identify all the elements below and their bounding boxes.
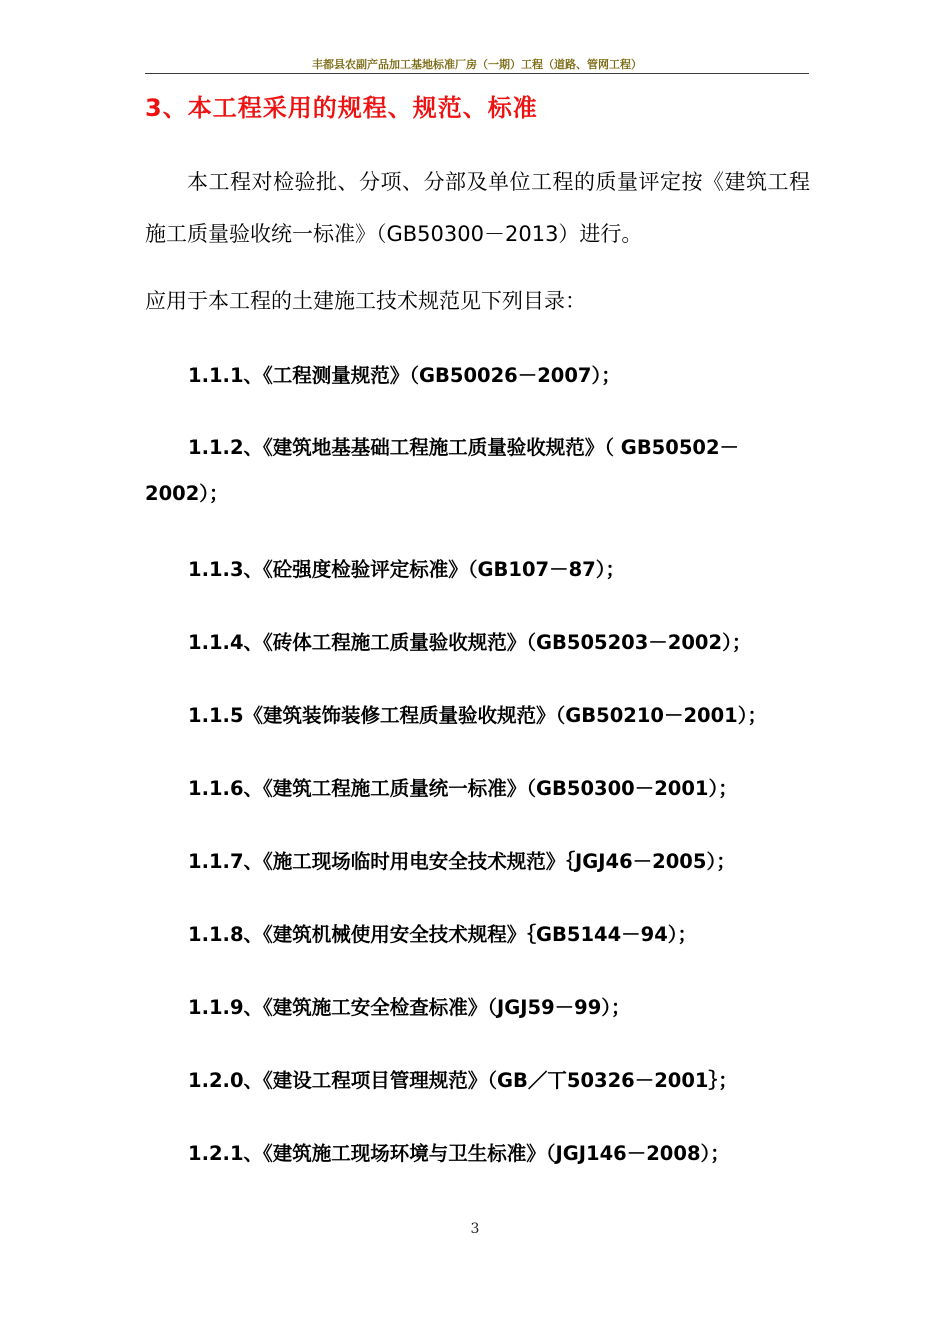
- standard-item-text: 1.1.6、《建筑工程施工质量统一标准》（GB50300－2001）；: [188, 777, 738, 800]
- standard-item-text: 1.2.0、《建设工程项目管理规范》（GB／丅50326－2001｝；: [188, 1069, 738, 1092]
- list-intro-paragraph: 应用于本工程的土建施工技术规范见下列目录：: [145, 289, 586, 313]
- standard-item: [145, 352, 810, 400]
- standard-item: [145, 911, 810, 959]
- header-divider: [145, 73, 809, 74]
- standard-item-text: 1.1.8、《建筑机械使用安全技术规程》｛GB5144－94）；: [188, 923, 698, 946]
- standard-item: [145, 1057, 810, 1105]
- standard-item-text: 1.1.1、《工程测量规范》（GB50026－2007）；: [188, 364, 621, 387]
- page-number: 3: [470, 1221, 480, 1237]
- standard-item-text: 1.1.5《建筑装饰装修工程质量验收规范》（GB50210－2001）；: [188, 704, 768, 727]
- standard-item-text: 1.1.4、《砖体工程施工质量验收规范》（GB505203－2002）；: [188, 631, 752, 654]
- standard-item-text: 1.2.1、《建筑施工现场环境与卫生标准》（JGJ146－2008）；: [188, 1142, 730, 1165]
- standard-item: [145, 765, 810, 813]
- standard-item: [145, 838, 810, 886]
- running-header: 丰都县农副产品加工基地标准厂房（一期）工程（道路、管网工程）: [312, 58, 642, 71]
- standard-item-text-line1: 1.1.2、《建筑地基基础工程施工质量验收规范》（ GB50502－: [188, 436, 740, 459]
- standard-item: [145, 619, 810, 667]
- section-title: 3、本工程采用的规程、规范、标准: [145, 94, 538, 122]
- standard-item-text: 1.1.9、《建筑施工安全检查标准》（JGJ59－99）；: [188, 996, 631, 1019]
- standard-item-text: 1.1.7、《施工现场临时用电安全技术规范》｛JGJ46－2005）；: [188, 850, 736, 873]
- standard-item: [145, 424, 810, 518]
- standard-item-text-line2: 2002）；: [145, 482, 229, 505]
- standard-item: [145, 984, 810, 1032]
- standard-item-text: 1.1.3、《砼强度检验评定标准》（GB107－87）；: [188, 558, 625, 581]
- intro-paragraph: 本工程对检验批、分项、分部及单位工程的质量评定按《建筑工程施工质量验收统一标准》（GB50300－2013）进行。: [145, 170, 810, 246]
- standard-item: [145, 1130, 810, 1178]
- standard-item: [145, 692, 810, 740]
- standard-item: [145, 546, 810, 594]
